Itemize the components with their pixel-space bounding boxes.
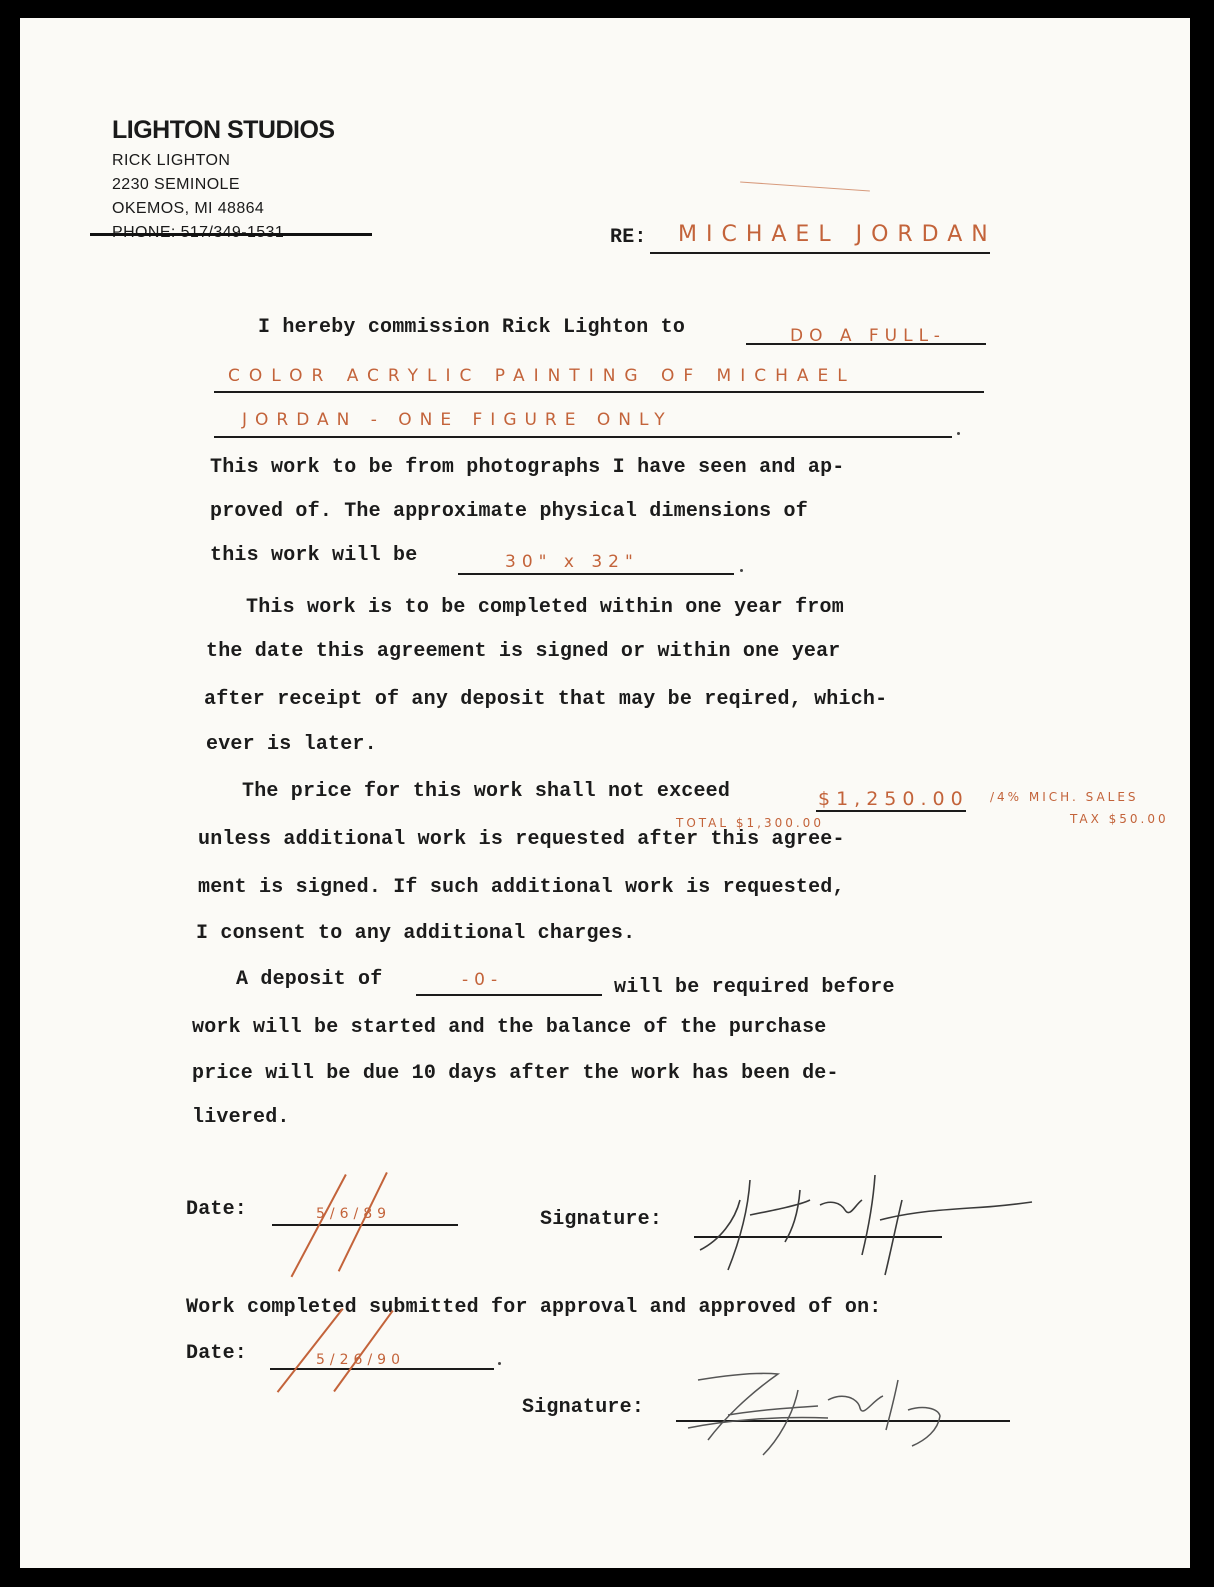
letterhead-name: RICK LIGHTON bbox=[112, 152, 231, 169]
para3-line3: ment is signed. If such additional work is requested, bbox=[198, 876, 845, 899]
date-underline bbox=[272, 1224, 458, 1226]
commission-fill-2: COLOR ACRYLIC PAINTING OF MICHAEL bbox=[228, 366, 856, 386]
letterhead-divider bbox=[90, 233, 372, 236]
commission-underline-2 bbox=[214, 391, 984, 393]
para1-line1: This work to be from photographs I have seen and ap- bbox=[210, 456, 845, 479]
para4-line2: work will be started and the balance of the purchase bbox=[192, 1016, 827, 1039]
para3-line1: The price for this work shall not exceed bbox=[242, 780, 731, 803]
completion-date-underline bbox=[270, 1368, 494, 1370]
completion-date-label: Date: bbox=[186, 1342, 248, 1365]
dimensions-underline bbox=[458, 573, 734, 575]
para4-line3: price will be due 10 days after the work has been de- bbox=[192, 1062, 839, 1085]
period-dot bbox=[498, 1362, 501, 1365]
para1-line2: proved of. The approximate physical dimensions of bbox=[210, 500, 808, 523]
tax-note-2: TAX $50.00 bbox=[1070, 812, 1169, 826]
deposit-value: -0- bbox=[462, 970, 504, 990]
para3-line2: unless additional work is requested after this agree- bbox=[198, 828, 845, 851]
period-dot bbox=[740, 569, 743, 572]
deposit-underline bbox=[416, 994, 602, 996]
para2-line3: after receipt of any deposit that may be reqired, which- bbox=[204, 688, 888, 711]
date-value: 5/6/89 bbox=[316, 1206, 392, 1222]
re-underline bbox=[650, 252, 990, 254]
commission-intro: I hereby commission Rick Lighton to bbox=[258, 316, 686, 339]
para2-line2: the date this agreement is signed or within one year bbox=[206, 640, 841, 663]
price-value: $1,250.00 bbox=[818, 788, 969, 810]
letterhead-city: OKEMOS, MI 48864 bbox=[112, 200, 265, 217]
para2-line1: This work is to be completed within one year from bbox=[246, 596, 844, 619]
date-label: Date: bbox=[186, 1198, 248, 1221]
completion-line: Work completed submitted for approval and approved of on: bbox=[186, 1296, 882, 1319]
para3-line4: I consent to any additional charges. bbox=[196, 922, 636, 945]
signature-image bbox=[680, 1160, 1040, 1280]
para4-line1-b: will be required before bbox=[614, 976, 895, 999]
period-dot bbox=[957, 432, 960, 435]
tax-note-1: /4% MICH. SALES bbox=[990, 790, 1139, 804]
commission-underline-3 bbox=[214, 436, 952, 438]
studio-name: LIGHTON STUDIOS bbox=[112, 116, 335, 144]
para1-line3: this work will be bbox=[210, 544, 418, 567]
re-value: MICHAEL JORDAN bbox=[678, 222, 997, 247]
commission-fill-3: JORDAN - ONE FIGURE ONLY bbox=[242, 410, 673, 430]
signature-label: Signature: bbox=[540, 1208, 663, 1231]
para4-line1-a: A deposit of bbox=[236, 968, 383, 991]
total-note: TOTAL $1,300.00 bbox=[676, 816, 824, 830]
para2-line4: ever is later. bbox=[206, 733, 377, 756]
letterhead bbox=[112, 116, 335, 245]
dimensions-value: 30" x 32" bbox=[505, 552, 639, 572]
price-underline bbox=[816, 810, 966, 812]
completion-date-value: 5/26/90 bbox=[316, 1352, 405, 1368]
completion-signature-label: Signature: bbox=[522, 1396, 645, 1419]
para4-line4: livered. bbox=[192, 1106, 290, 1129]
commission-fill-1: DO A FULL- bbox=[790, 326, 946, 346]
re-label: RE: bbox=[610, 226, 647, 249]
letterhead-street: 2230 SEMINOLE bbox=[112, 176, 240, 193]
completion-signature-image bbox=[668, 1360, 1028, 1460]
